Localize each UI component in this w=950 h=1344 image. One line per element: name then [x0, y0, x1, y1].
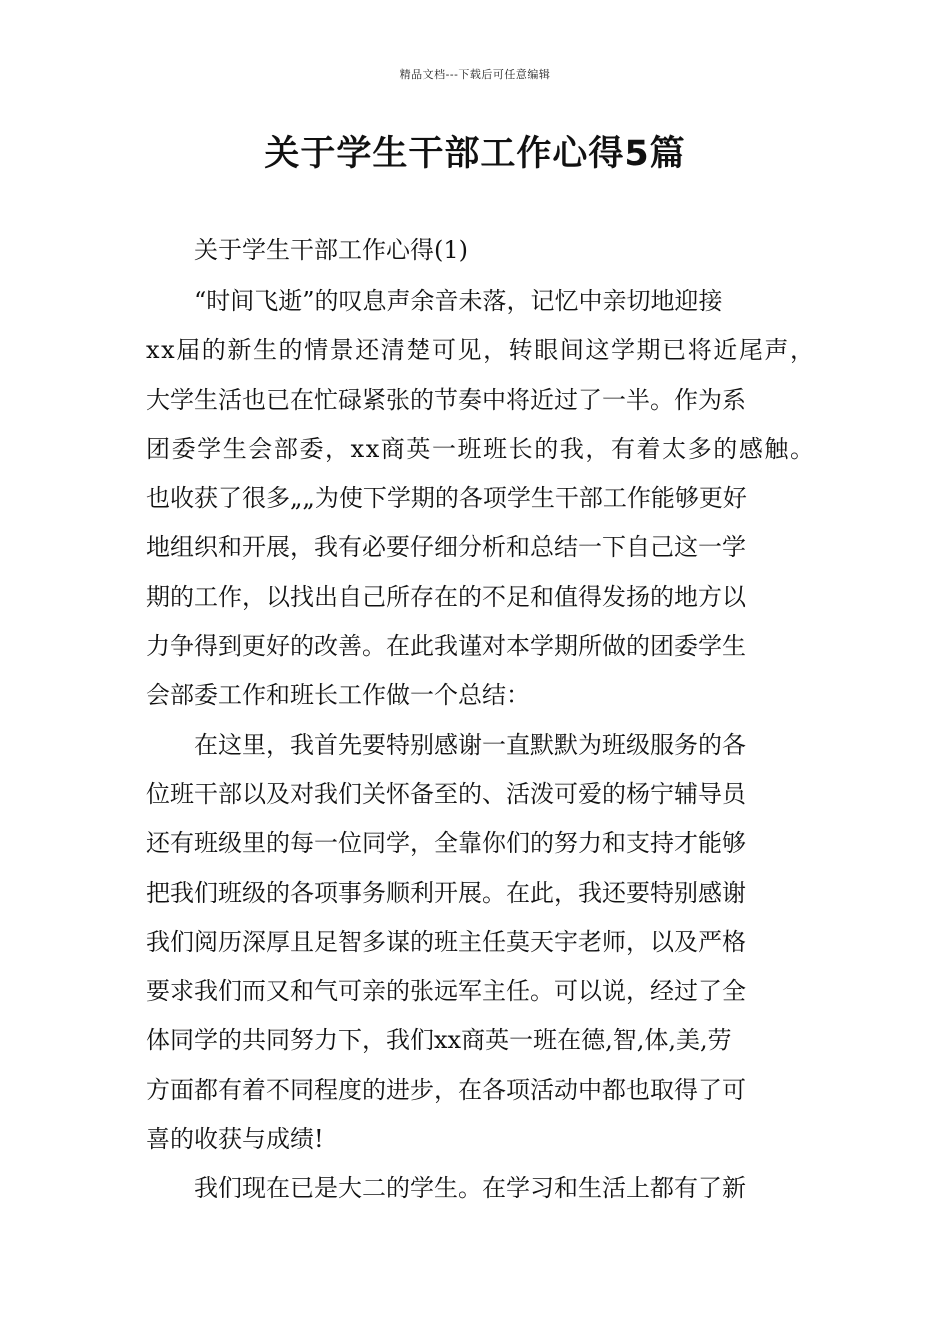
paragraph-line: xx届的新生的情景还清楚可见，转眼间这学期已将近尾声， — [146, 336, 816, 365]
paragraph-2 — [146, 721, 814, 1165]
paragraph-line: 地组织和开展，我有必要仔细分析和总结一下自己这一学 — [146, 533, 746, 562]
paragraph-line: 要求我们而又和气可亲的张远军主任。可以说，经过了全 — [146, 977, 746, 1006]
document-title: 关于学生干部工作心得5篇 — [264, 134, 686, 174]
paragraph-line: 方面都有着不同程度的进步，在各项活动中都也取得了可 — [146, 1075, 746, 1104]
paragraph-line: 团委学生会部委，xx商英一班班长的我，有着太多的感触。 — [146, 434, 816, 463]
paragraph-line: 喜的收获与成绩! — [146, 1125, 324, 1154]
document-body — [146, 229, 814, 1214]
paragraph-3 — [146, 1164, 814, 1213]
paragraph-line: 期的工作，以找出自己所存在的不足和值得发扬的地方以 — [146, 582, 746, 611]
paragraph-1 — [146, 277, 814, 721]
paragraph-line: 也收获了很多„„为使下学期的各项学生干部工作能够更好 — [146, 484, 747, 513]
paragraph-line: 会部委工作和班长工作做一个总结： — [146, 681, 530, 710]
paragraph-line: 我们阅历深厚且足智多谋的班主任莫天宇老师，以及严格 — [146, 927, 746, 956]
section-subtitle: 关于学生干部工作心得(1) — [194, 236, 468, 264]
paragraph-line: 体同学的共同努力下，我们xx商英一班在德,智,体,美,劳 — [146, 1026, 732, 1055]
paragraph-line: 把我们班级的各项事务顺利开展。在此，我还要特别感谢 — [146, 878, 746, 907]
paragraph-line: 我们现在已是大二的学生。在学习和生活上都有了新 — [194, 1174, 746, 1203]
paragraph-line: “时间飞逝”的叹息声余音未落，记忆中亲切地迎接 — [194, 287, 723, 315]
paragraph-line: 位班干部以及对我们关怀备至的、活泼可爱的杨宁辅导员 — [146, 779, 746, 808]
paragraph-line: 力争得到更好的改善。在此我谨对本学期所做的团委学生 — [146, 632, 746, 661]
header-note: 精品文档---下载后可任意编辑 — [399, 68, 551, 81]
paragraph-line: 大学生活也已在忙碌紧张的节奏中将近过了一半。作为系 — [146, 385, 746, 414]
paragraph-line: 在这里，我首先要特别感谢一直默默为班级服务的各 — [194, 730, 746, 759]
paragraph-line: 还有班级里的每一位同学，全靠你们的努力和支持才能够 — [146, 829, 746, 858]
